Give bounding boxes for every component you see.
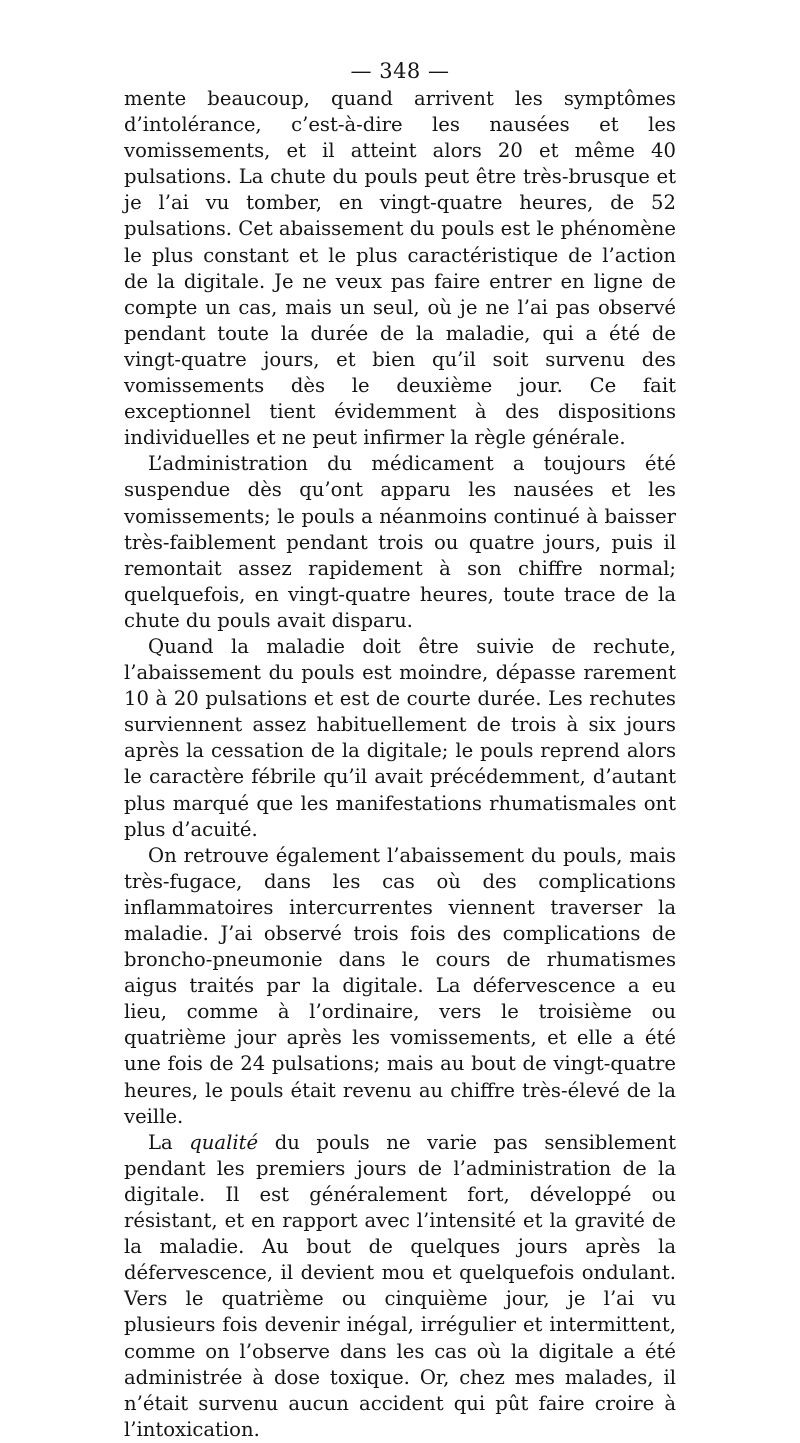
paragraph-qualite [124,1130,676,1443]
paragraph-qualite-lead: La [148,1130,173,1154]
paragraph-rechute: Quand la maladie doit être suivie de rechute, l’abaissement du pouls est moindre, dépasse rarement 10 à 20 pulsations et est de courte durée. Les rechutes surviennent assez habituellement de trois à six jours après la cessation de la digitale; le pouls reprend alors le caractère fébrile qu’il avait précédemment, d’autant plus marqué que les manifestations rhumatismales ont plus d’acuité. [124,634,676,841]
emphasized-word: qualité [189,1130,259,1154]
paragraph-continuation: mente beaucoup, quand arrivent les symptômes d’intolérance, c’est-à-dire les nausées et les vomissements, et il atteint alors 20 et même 40 pulsations. La chute du pouls peut être très-brusque et je l’ai vu tomber, en vingt-quatre heures, de 52 pulsations. Cet abaissement du pouls est le phénomène le plus constant et le plus caractéristique de l’action de la digitale. Je ne veux pas faire entrer en ligne de compte un cas, mais un seul, où je ne l’ai pas observé pendant toute la durée de la maladie, qui a été de vingt-quatre jours, et bien qu’il soit survenu des vomissements dès le deuxième jour. Ce fait exceptionnel tient évidemment à des dispositions individuelles et ne peut infirmer la règle générale. [124,87,677,450]
paragraph-complications: On retrouve également l’abaissement du pouls, mais très-fugace, dans les cas où des complications inflammatoires intercurrentes viennent traverser la maladie. J’ai observé trois fois des complications de broncho-pneumonie dans le cours de rhumatismes aigus traités par la digitale. La défervescence a eu lieu, comme à l’ordinaire, vers le troisième ou quatrième jour après les vomissements, et elle a été une fois de 24 pulsations; mais au bout de vingt-quatre heures, le pouls était revenu au chiffre très-élevé de la veille. [124,843,676,1128]
page-number: — 348 — [350,59,450,83]
paragraph-qualite-rest: du pouls ne varie pas sensiblement pendant les premiers jours de l’administration de la digitale. Il est généralement fort, développé ou résistant, et en rapport avec l’intensité et la gravité de la maladie. Au bout de quelques jours après la défervescence, il devient mou et quelquefois ondulant. Vers le quatrième ou cinquième jour, je l’ai vu plusieurs fois devenir inégal, irrégulier et intermittent, comme on l’observe dans les cas où la digitale a été administrée à dose toxique. Or, chez mes malades, il n’était survenu aucun accident qui pût faire croire à l’intoxication. [124,1130,677,1441]
paragraph-administration: L’administration du médicament a toujours été suspendue dès qu’ont apparu les nausées et les vomissements; le pouls a néanmoins continué à baisser très-faiblement pendant trois ou quatre jours, puis il remontait assez rapidement à son chiffre normal; quelquefois, en vingt-quatre heures, toute trace de la chute du pouls avait disparu. [124,452,676,632]
body-text [124,86,676,1443]
